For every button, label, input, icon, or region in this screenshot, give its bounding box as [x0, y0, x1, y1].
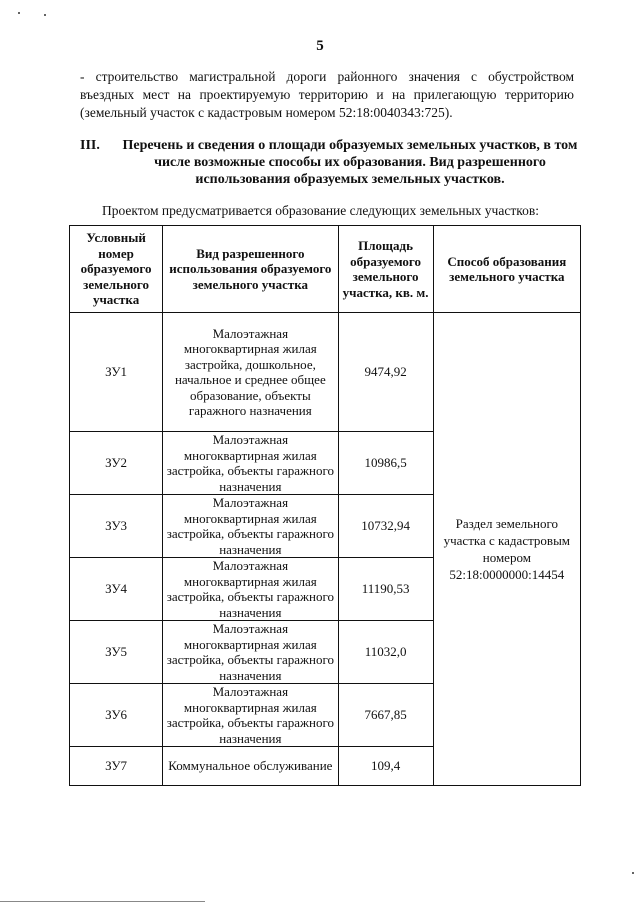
scan-speck: [44, 14, 46, 16]
footer-rule: [0, 901, 205, 902]
header-plot-number: Условный номер образуемого земельного участка: [70, 226, 163, 313]
cell-permitted-use: Малоэтажная многоквартирная жилая застройка, дошкольное, начальное и среднее общее образование, объекты гаражного назначения: [163, 313, 338, 432]
cell-plot-number: ЗУ5: [70, 621, 163, 684]
scan-speck: [18, 12, 20, 14]
cell-area: 7667,85: [338, 684, 433, 747]
land-plots-table: [69, 225, 581, 786]
cell-permitted-use: Малоэтажная многоквартирная жилая застройка, объекты гаражного назначения: [163, 621, 338, 684]
cell-plot-number: ЗУ1: [70, 313, 163, 432]
cell-permitted-use: Коммунальное обслуживание: [163, 747, 338, 786]
header-permitted-use: Вид разрешенного использования образуемого земельного участка: [163, 226, 338, 313]
cell-plot-number: ЗУ7: [70, 747, 163, 786]
cell-area: 9474,92: [338, 313, 433, 432]
cell-area: 11190,53: [338, 558, 433, 621]
cell-plot-number: ЗУ2: [70, 432, 163, 495]
page-number: 5: [316, 38, 324, 54]
cell-formation-method: Раздел земельного участка с кадастровым номером 52:18:0000000:14454: [433, 313, 580, 786]
cell-permitted-use: Малоэтажная многоквартирная жилая застройка, объекты гаражного назначения: [163, 558, 338, 621]
scan-speck: [632, 872, 634, 874]
lead-paragraph: Проектом предусматривается образование следующих земельных участков:: [102, 203, 539, 218]
cell-area: 109,4: [338, 747, 433, 786]
section-number: III.: [80, 138, 100, 153]
section-heading: [80, 137, 580, 188]
intro-paragraph: - строительство магистральной дороги районного значения с обустройством въездных мест на проектируемую территорию и на прилегающую территорию (земельный участок с кадастровым номером 52:18:0040343:725).: [80, 69, 574, 120]
cell-permitted-use: Малоэтажная многоквартирная жилая застройка, объекты гаражного назначения: [163, 684, 338, 747]
header-area: Площадь образуемого земельного участка, кв. м.: [338, 226, 433, 313]
cell-permitted-use: Малоэтажная многоквартирная жилая застройка, объекты гаражного назначения: [163, 432, 338, 495]
cell-plot-number: ЗУ6: [70, 684, 163, 747]
section-title: Перечень и сведения о площади образуемых земельных участков, в том числе возможные способы их образования. Вид разрешенного использования образуемых земельных участков.: [122, 138, 578, 187]
table-row: [70, 313, 581, 432]
table-header-row: [70, 226, 581, 313]
cell-area: 11032,0: [338, 621, 433, 684]
header-formation-method: Способ образования земельного участка: [433, 226, 580, 313]
cell-plot-number: ЗУ4: [70, 558, 163, 621]
cell-plot-number: ЗУ3: [70, 495, 163, 558]
cell-permitted-use: Малоэтажная многоквартирная жилая застройка, объекты гаражного назначения: [163, 495, 338, 558]
cell-area: 10986,5: [338, 432, 433, 495]
cell-area: 10732,94: [338, 495, 433, 558]
